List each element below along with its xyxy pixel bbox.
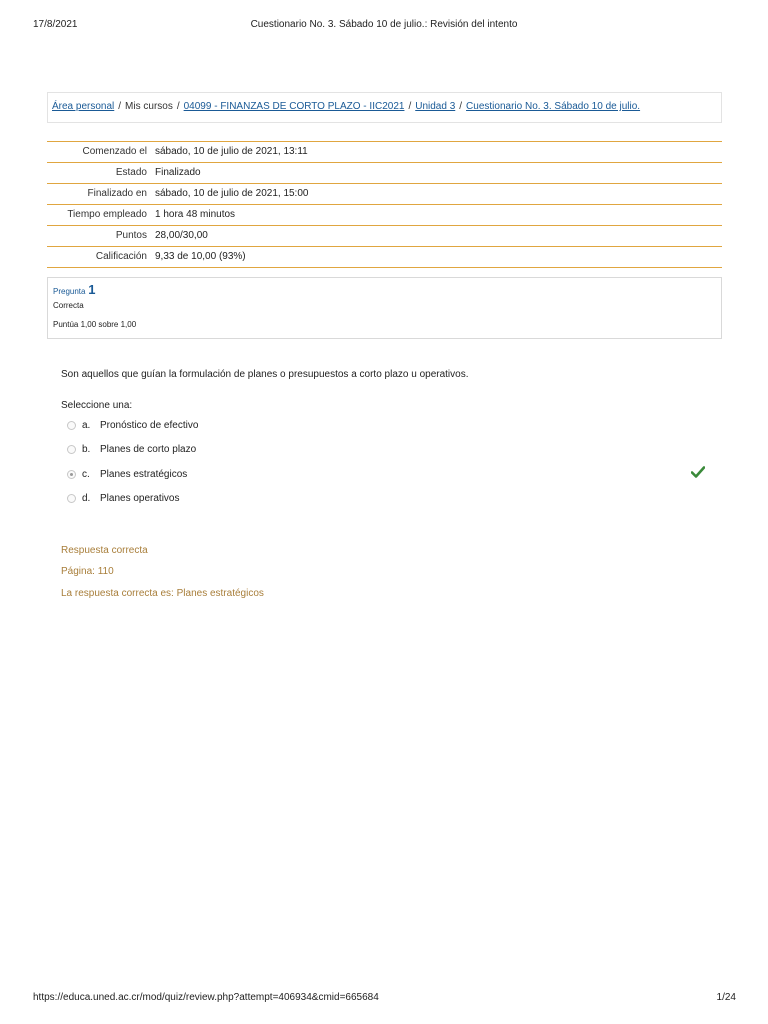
question-number: 1: [88, 282, 96, 297]
option-text: Planes de corto plazo: [100, 443, 197, 455]
question-label: Pregunta: [53, 287, 86, 296]
question-grade: Puntúa 1,00 sobre 1,00: [53, 320, 137, 329]
breadcrumb-course-link[interactable]: 04099 - FINANZAS DE CORTO PLAZO - IIC2021: [183, 101, 405, 112]
page-number: 1/24: [716, 992, 736, 1003]
summary-row-finished: [47, 184, 722, 205]
summary-value: 9,33 de 10,00 (93%): [155, 251, 246, 262]
breadcrumb-separator: /: [118, 101, 122, 112]
option-text: Pronóstico de efectivo: [100, 419, 199, 431]
answer-prompt: Seleccione una:: [61, 400, 133, 411]
summary-label: Tiempo empleado: [67, 209, 147, 220]
radio-button-selected[interactable]: [67, 470, 76, 479]
breadcrumb: [47, 92, 722, 123]
summary-row-points: [47, 226, 722, 247]
attempt-summary-table: [47, 141, 722, 268]
option-text: Planes operativos: [100, 492, 180, 504]
check-icon: [691, 466, 705, 478]
radio-button[interactable]: [67, 421, 76, 430]
breadcrumb-separator: /: [176, 101, 180, 112]
breadcrumb-separator: /: [408, 101, 412, 112]
answer-option-c[interactable]: [67, 467, 187, 481]
question-state: Correcta: [53, 301, 84, 310]
feedback-right-answer: La respuesta correcta es: Planes estratégicos: [61, 588, 264, 599]
summary-row-started: [47, 142, 722, 163]
radio-button[interactable]: [67, 494, 76, 503]
summary-value: sábado, 10 de julio de 2021, 15:00: [155, 188, 309, 199]
question-info-box: [47, 277, 722, 339]
option-letter: a.: [82, 419, 91, 431]
summary-row-state: [47, 163, 722, 184]
summary-label: Estado: [115, 167, 147, 178]
summary-label: Calificación: [95, 251, 147, 262]
summary-label: Finalizado en: [87, 188, 147, 199]
summary-value: sábado, 10 de julio de 2021, 13:11: [155, 146, 308, 157]
answer-option-a[interactable]: [67, 418, 198, 432]
summary-value: Finalizado: [155, 167, 201, 178]
summary-value: 28,00/30,00: [155, 230, 208, 241]
page-url: https://educa.uned.ac.cr/mod/quiz/review.php?attempt=406934&cmid=665684: [33, 992, 379, 1003]
summary-row-grade: [47, 247, 722, 268]
breadcrumb-home-link[interactable]: Área personal: [52, 101, 115, 112]
answer-option-d[interactable]: [67, 491, 180, 505]
print-header: [0, 19, 768, 33]
option-letter: b.: [82, 443, 91, 455]
option-text: Planes estratégicos: [100, 468, 188, 480]
question-text: Son aquellos que guían la formulación de planes o presupuestos a corto plazo u operativos.: [61, 369, 469, 380]
print-date: 17/8/2021: [33, 19, 78, 30]
option-letter: d.: [82, 492, 91, 504]
print-title: Cuestionario No. 3. Sábado 10 de julio.: Revisión del intento: [250, 19, 518, 30]
feedback-result: Respuesta correcta: [61, 545, 148, 556]
breadcrumb-my-courses: Mis cursos: [125, 101, 173, 112]
summary-value: 1 hora 48 minutos: [155, 209, 236, 220]
summary-row-time-taken: [47, 205, 722, 226]
answer-option-b[interactable]: [67, 442, 196, 456]
radio-button[interactable]: [67, 445, 76, 454]
breadcrumb-quiz-link[interactable]: Cuestionario No. 3. Sábado 10 de julio.: [466, 101, 641, 112]
breadcrumb-unit-link[interactable]: Unidad 3: [415, 101, 456, 112]
breadcrumb-separator: /: [459, 101, 463, 112]
feedback-page: Página: 110: [61, 566, 114, 577]
summary-label: Puntos: [115, 230, 147, 241]
summary-label: Comenzado el: [82, 146, 147, 157]
option-letter: c.: [82, 468, 90, 480]
